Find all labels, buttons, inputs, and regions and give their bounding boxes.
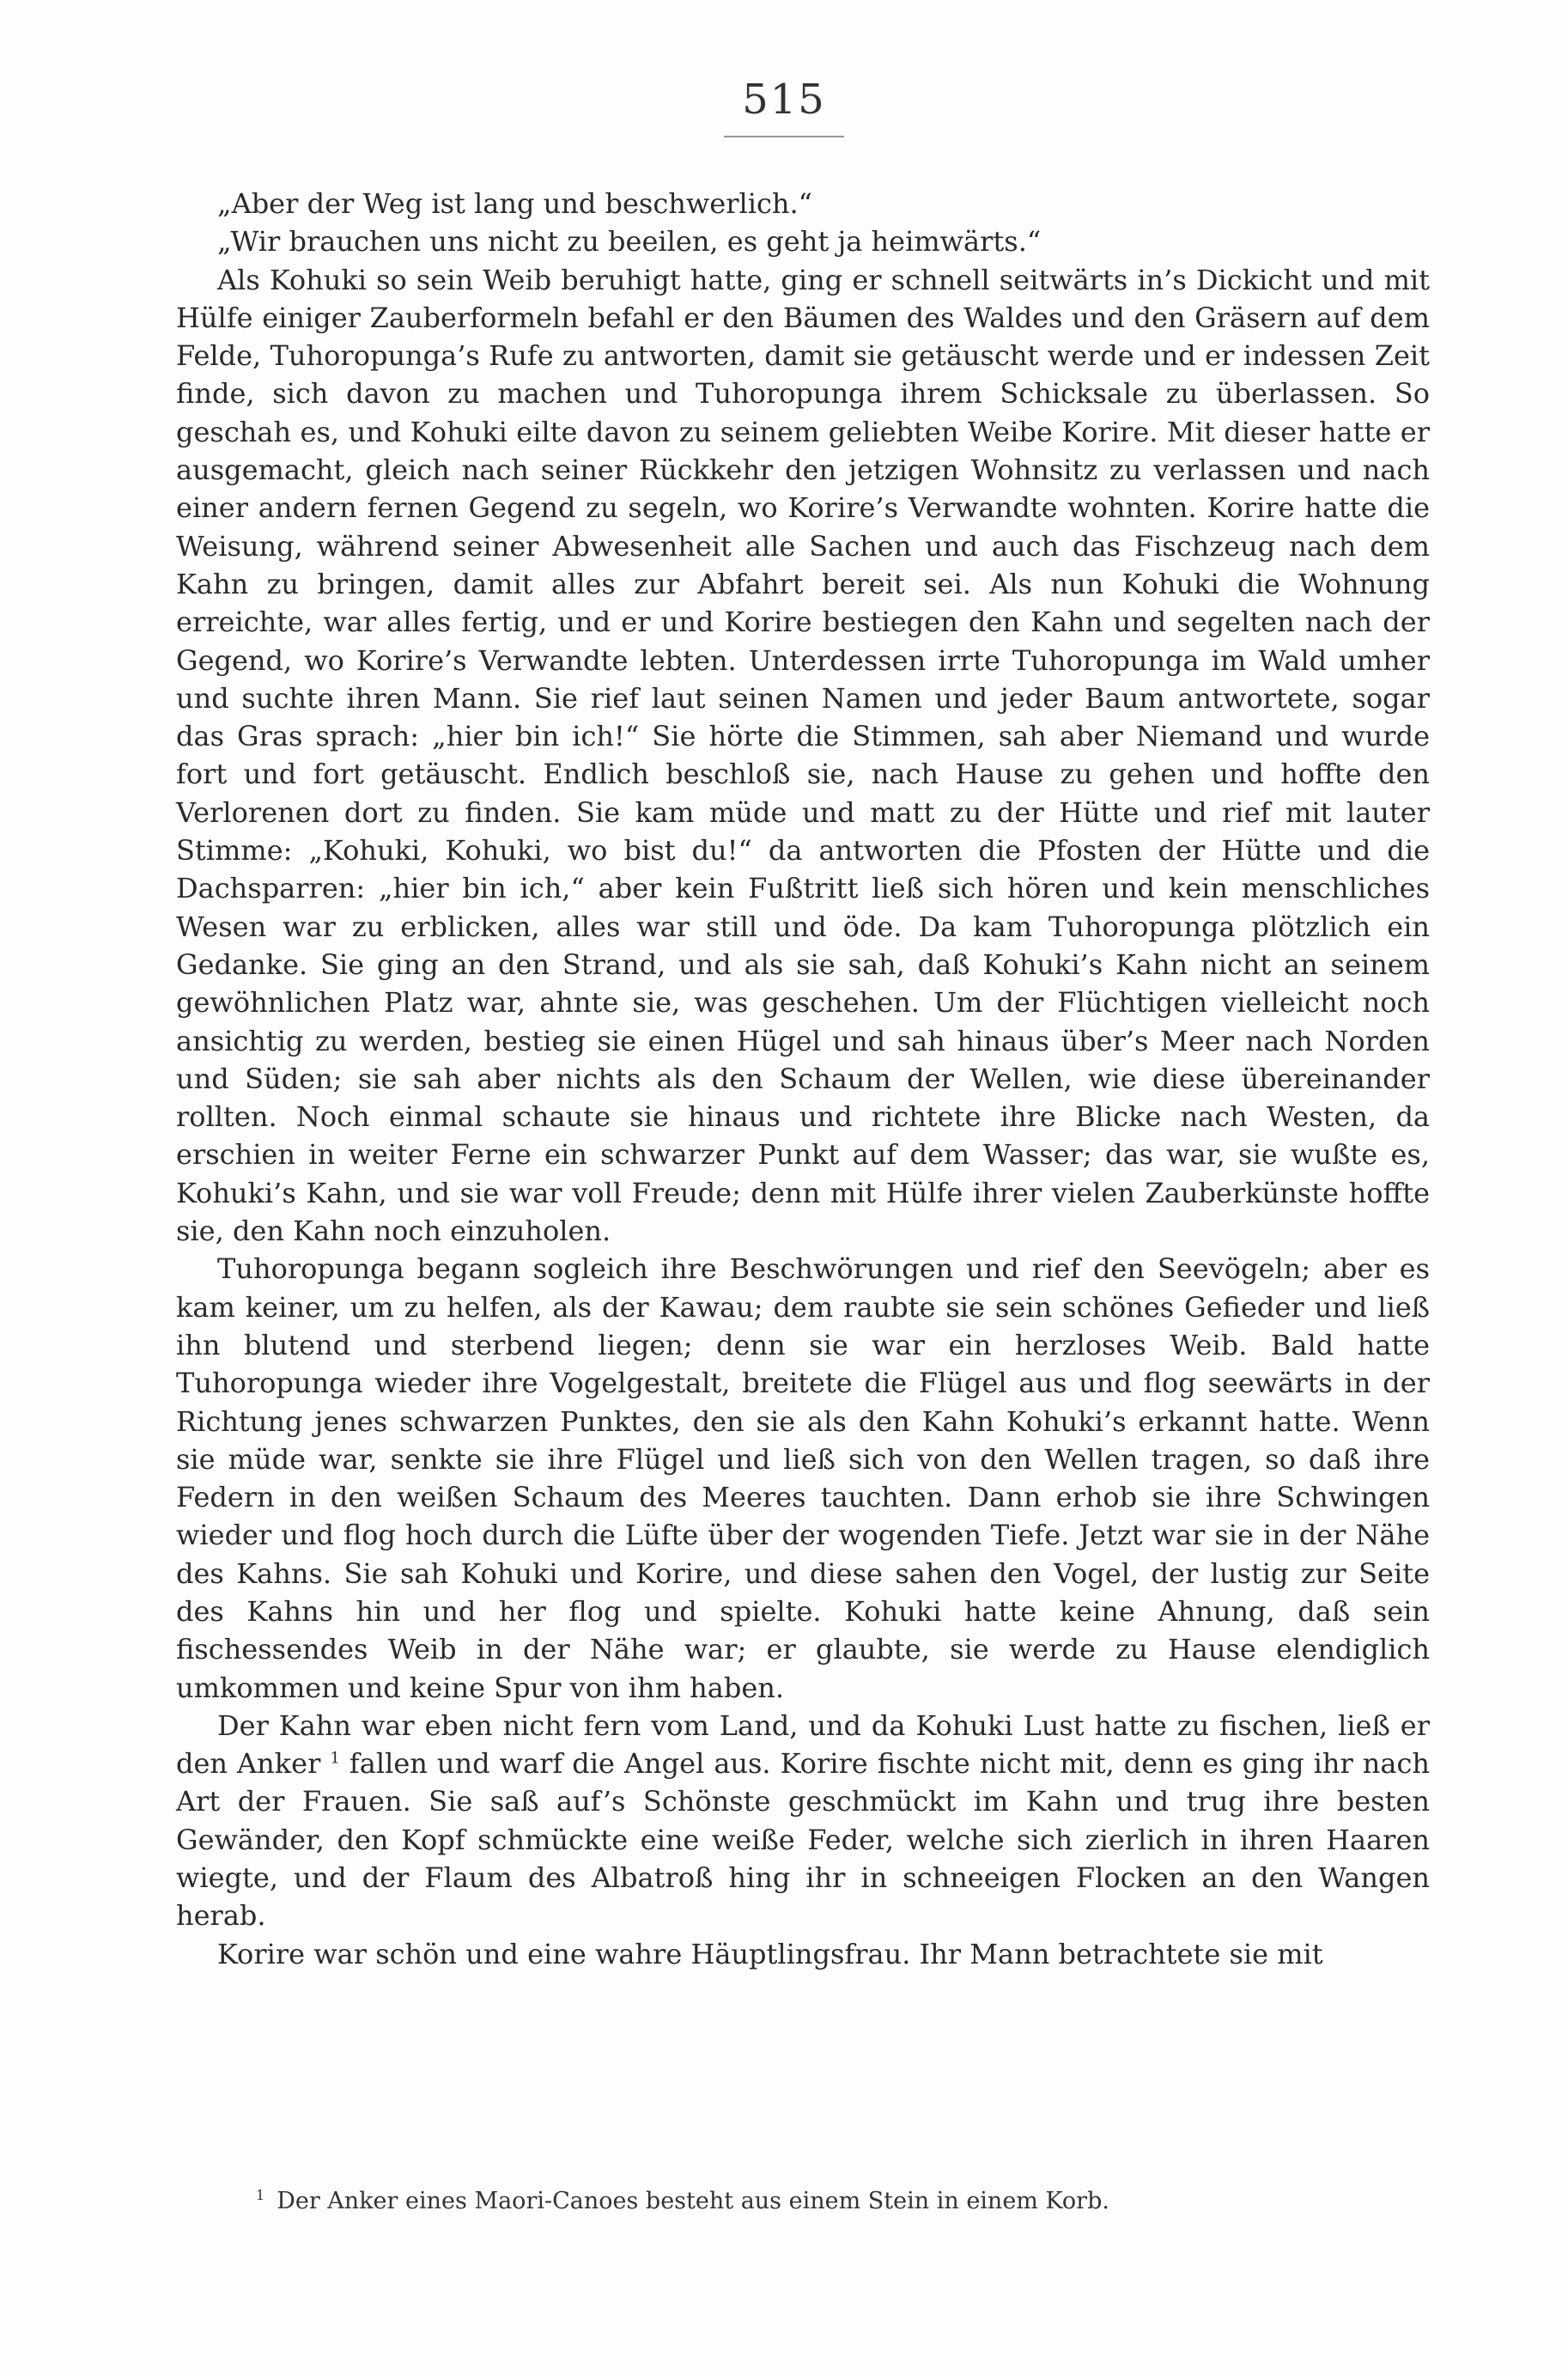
paragraph-quote-2: „Wir brauchen uns nicht zu beeilen, es geht ja heimwärts.“ <box>217 225 1042 259</box>
footnote-marker: 1 <box>256 2187 265 2203</box>
header-rule <box>724 136 844 137</box>
body-text <box>176 185 1430 1973</box>
paragraph-anchor-start: Der Kahn war eben nicht fern vom Land, und da Kohuki Lust hatte zu fischen, ließ er den Anker <box>176 1708 1430 1781</box>
page-number: 515 <box>742 76 826 124</box>
paragraph-closing: Korire war schön und eine wahre Häuptlingsfrau. Ihr Mann betrachtete sie mit <box>217 1937 1323 1970</box>
footnote-reference: 1 <box>330 1749 340 1768</box>
paragraph-quote-1: „Aber der Weg ist lang und beschwerlich.“ <box>217 187 813 220</box>
footnote <box>256 2186 1424 2217</box>
paragraph-escape: Als Kohuki so sein Weib beruhigt hatte, ging er schnell seitwärts in’s Dickicht und mit Hülfe einiger Zauberformeln befahl er den Bäumen des Waldes und den Gräsern auf dem Felde, Tuhoropunga’s Rufe zu antworten, damit sie getäuscht werde und er indessen Zeit finde, sich davon zu machen und Tuhoropunga ihrem Schicksale zu überlassen. So geschah es, und Kohuki eilte davon zu seinem geliebten Weibe Korire. Mit dieser hatte er ausgemacht, gleich nach seiner Rückkehr den jetzigen Wohnsitz zu verlassen und nach einer andern fernen Gegend zu segeln, wo Korire’s Verwandte wohnten. Korire hatte die Weisung, während seiner Abwesenheit alle Sachen und auch das Fischzeug nach dem Kahn zu bringen, damit alles zur Abfahrt bereit sei. Als nun Kohuki die Wohnung erreichte, war alles fertig, und er und Korire bestiegen den Kahn und segelten nach der Gegend, wo Korire’s Verwandte lebten. Unterdessen irrte Tuhoropunga im Wald umher und suchte ihren Mann. Sie rief laut seinen Namen und jeder Baum antwortete, sogar das Gras sprach: „hier bin ich!“ Sie hörte die Stimmen, sah aber Niemand und wurde fort und fort getäuscht. Endlich beschloß sie, nach Hause zu gehen und hoffte den Verlorenen dort zu finden. Sie kam müde und matt zu der Hütte und rief mit lauter Stimme: „Kohuki, Kohuki, wo bist du!“ da antworten die Pfosten der Hütte und die Dachsparren: „hier bin ich,“ aber kein Fußtritt ließ sich hören und kein menschliches Wesen war zu erblicken, alles war still und öde. Da kam Tuhoropunga plötzlich ein Gedanke. Sie ging an den Strand, und als sie sah, daß Kohuki’s Kahn nicht an seinem gewöhnlichen Platz war, ahnte sie, was geschehen. Um der Flüchtigen vielleicht noch ansichtig zu werden, bestieg sie einen Hügel und sah hinaus über’s Meer nach Norden und Süden; sie sah aber nichts als den Schaum der Wellen, wie diese übereinander rollten. Noch einmal schaute sie hinaus und richtete ihre Blicke nach Westen, da erschien in weiter Ferne ein schwarzer Punkt auf dem Wasser; das war, sie wußte es, Kohuki’s Kahn, und sie war voll Freude; denn mit Hülfe ihrer vielen Zauberkünste hoffte sie, den Kahn noch einzuholen. <box>176 263 1430 1248</box>
paragraph-anchor <box>176 1707 1430 1935</box>
paragraph-pursuit: Tuhoropunga begann sogleich ihre Beschwörungen und rief den Seevögeln; aber es kam keiner, um zu helfen, als der Kawau; dem raubte sie sein schönes Gefieder und ließ ihn blutend und sterbend liegen; denn sie war ein herzloses Weib. Bald hatte Tuhoropunga wieder ihre Vogelgestalt, breitete die Flügel aus und flog seewärts in der Richtung jenes schwarzen Punktes, den sie als den Kahn Kohuki’s erkannt hatte. Wenn sie müde war, senkte sie ihre Flügel und ließ sich von den Wellen tragen, so daß ihre Federn in den weißen Schaum des Meeres tauchten. Dann erhob sie ihre Schwingen wieder und flog hoch durch die Lüfte über der wogenden Tiefe. Jetzt war sie in der Nähe des Kahns. Sie sah Kohuki und Korire, und diese sahen den Vogel, der lustig zur Seite des Kahns hin und her flog und spielte. Kohuki hatte keine Ahnung, daß sein fischessendes Weib in der Nähe war; er glaubte, sie werde zu Hause elendiglich umkommen und keine Spur von ihm haben. <box>176 1252 1430 1704</box>
footnote-text: Der Anker eines Maori-Canoes besteht aus einem Stein in einem Korb. <box>277 2188 1109 2214</box>
paragraph-anchor-end: fallen und warf die Angel aus. Korire fischte nicht mit, denn es ging ihr nach Art der Frauen. Sie saß auf’s Schönste geschmückt im Kahn und trug ihre besten Gewänder, den Kopf schmückte eine weiße Feder, welche sich zierlich in ihren Haaren wiegte, und der Flaum des Albatroß hing ihr in schneeigen Flocken an den Wangen herab. <box>176 1747 1431 1933</box>
